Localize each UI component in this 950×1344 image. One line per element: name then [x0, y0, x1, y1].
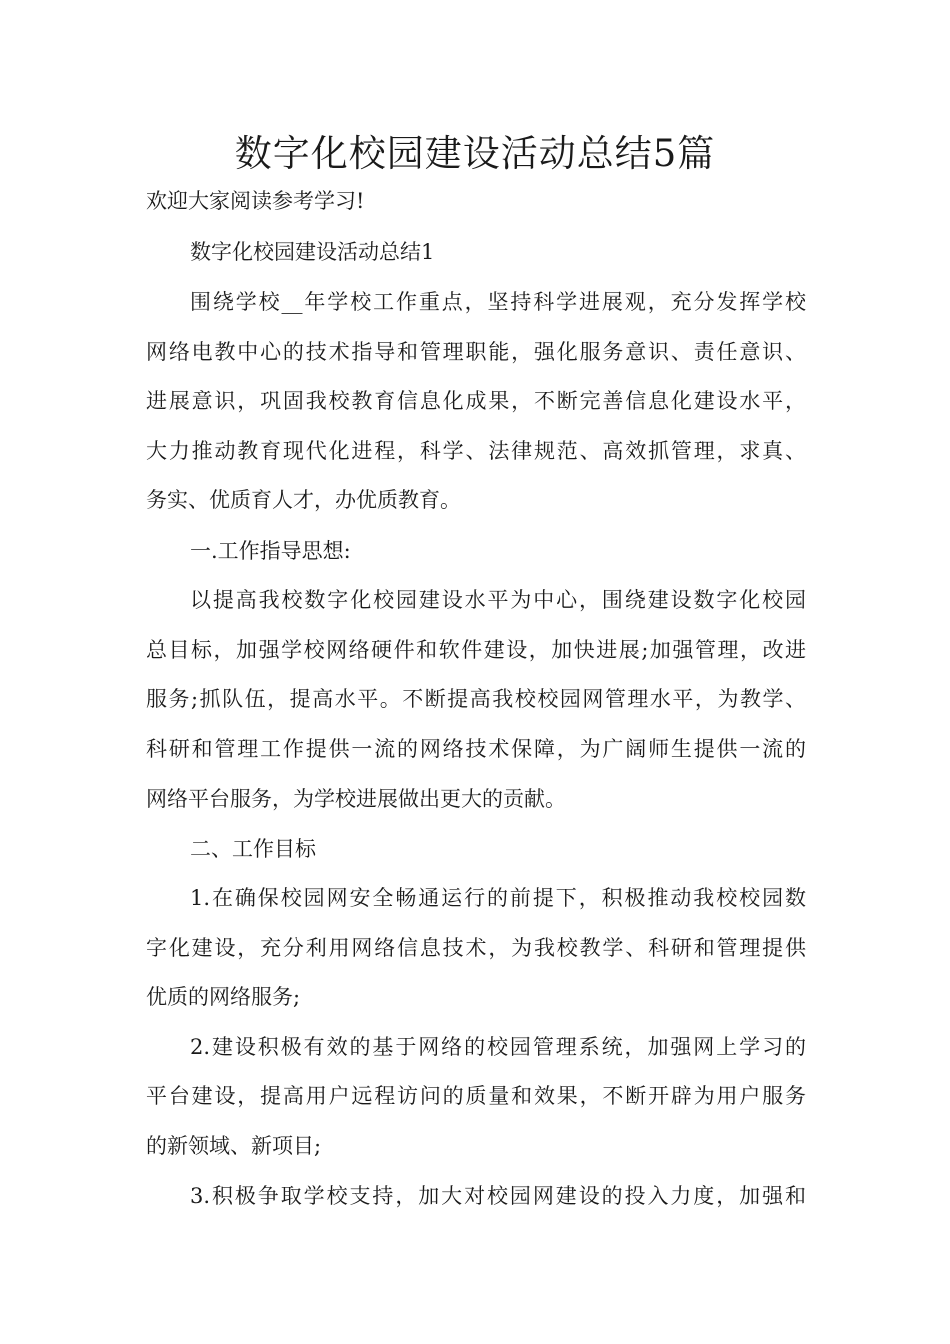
greeting-text: 欢迎大家阅读参考学习!: [146, 189, 365, 213]
goal-line: 1.在确保校园网安全畅通运行的前提下，积极推动我校校园数: [190, 886, 806, 910]
paragraph-line: 服务;抓队伍，提高水平。不断提高我校校园网管理水平，为教学、: [146, 687, 806, 711]
paragraph-line: 围绕学校__年学校工作重点，坚持科学进展观，充分发挥学校: [190, 290, 806, 314]
paragraph-line: 以提高我校数字化校园建设水平为中心，围绕建设数字化校园: [190, 588, 806, 612]
goal-line: 优质的网络服务;: [146, 985, 301, 1009]
paragraph-line: 大力推动教育现代化进程，科学、法律规范、高效抓管理，求真、: [146, 439, 806, 463]
goal-line: 2.建设积极有效的基于网络的校园管理系统，加强网上学习的: [190, 1035, 806, 1059]
goal-line: 字化建设，充分利用网络信息技术，为我校教学、科研和管理提供: [146, 936, 806, 960]
paragraph-line: 网络平台服务，为学校进展做出更大的贡献。: [146, 787, 566, 811]
paragraph-line: 总目标，加强学校网络硬件和软件建设，加快进展;加强管理，改进: [146, 638, 806, 662]
goal-line: 3.积极争取学校支持，加大对校园网建设的投入力度，加强和: [190, 1184, 806, 1208]
paragraph-line: 务实、优质育人才，办优质教育。: [146, 488, 461, 512]
paragraph-line: 科研和管理工作提供一流的网络技术保障，为广阔师生提供一流的: [146, 737, 806, 761]
paragraph-line: 进展意识，巩固我校教育信息化成果，不断完善信息化建设水平，: [146, 389, 806, 413]
document-title: 数字化校园建设活动总结5篇: [234, 132, 716, 175]
paragraph-line: 网络电教中心的技术指导和管理职能，强化服务意识、责任意识、: [146, 340, 806, 364]
heading-work-goals: 二、工作目标: [190, 837, 316, 861]
heading-guiding-ideology: 一.工作指导思想:: [190, 539, 351, 563]
section-title: 数字化校园建设活动总结1: [190, 240, 435, 264]
goal-line: 平台建设，提高用户远程访问的质量和效果，不断开辟为用户服务: [146, 1084, 806, 1108]
goal-line: 的新领域、新项目;: [146, 1134, 322, 1158]
